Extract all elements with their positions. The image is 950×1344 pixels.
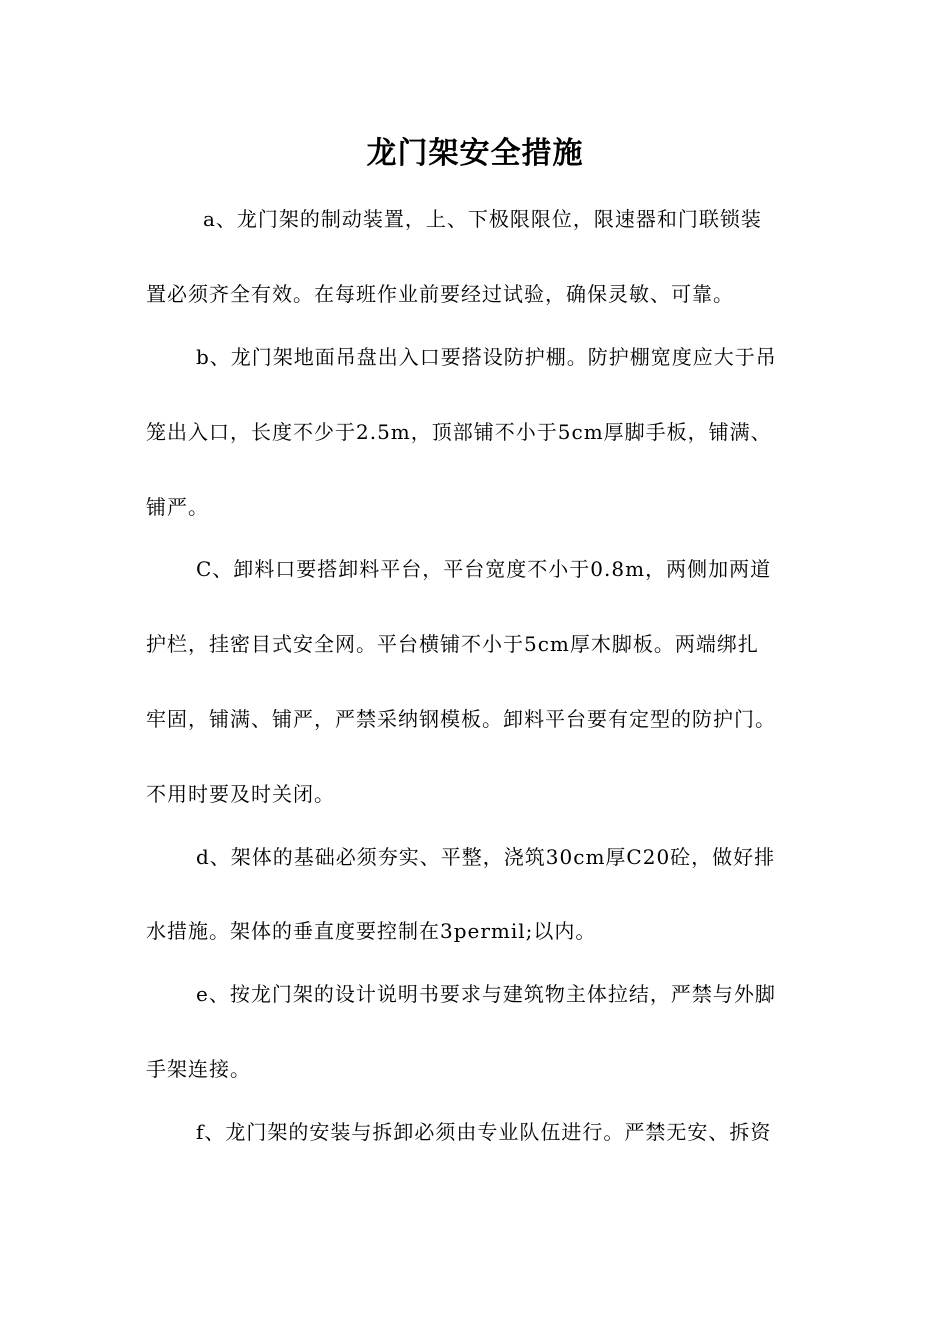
paragraph-line: 置必须齐全有效。在每班作业前要经过试验，确保灵敏、可靠。 bbox=[146, 282, 734, 306]
paragraph-line: 护栏，挂密目式安全网。平台横铺不小于5cm厚木脚板。两端绑扎 bbox=[146, 632, 759, 656]
paragraph-line: 铺严。 bbox=[146, 495, 209, 519]
paragraph-line: 不用时要及时关闭。 bbox=[146, 782, 335, 806]
paragraph-line: e、按龙门架的设计说明书要求与建筑物主体拉结，严禁与外脚 bbox=[196, 982, 776, 1006]
paragraph-line: 笼出入口，长度不少于2.5m，顶部铺不小于5cm厚脚手板，铺满、 bbox=[146, 420, 772, 444]
paragraph-line: f、龙门架的安装与拆卸必须由专业队伍进行。严禁无安、拆资 bbox=[196, 1120, 772, 1144]
paragraph-line: C、卸料口要搭卸料平台，平台宽度不小于0.8m，两侧加两道 bbox=[196, 557, 772, 581]
paragraph-line: b、龙门架地面吊盘出入口要搭设防护棚。防护棚宽度应大于吊 bbox=[196, 345, 777, 369]
paragraph-line: 牢固，铺满、铺严，严禁采纳钢模板。卸料平台要有定型的防护门。 bbox=[146, 707, 776, 731]
paragraph-line: a、龙门架的制动装置，上、下极限限位，限速器和门联锁装 bbox=[203, 207, 762, 231]
paragraph-line: 手架连接。 bbox=[146, 1057, 251, 1081]
paragraph-line: 水措施。架体的垂直度要控制在3permil;以内。 bbox=[146, 919, 597, 943]
document-title: 龙门架安全措施 bbox=[366, 136, 584, 171]
paragraph-line: d、架体的基础必须夯实、平整，浇筑30cm厚C20砼，做好排 bbox=[196, 845, 776, 869]
